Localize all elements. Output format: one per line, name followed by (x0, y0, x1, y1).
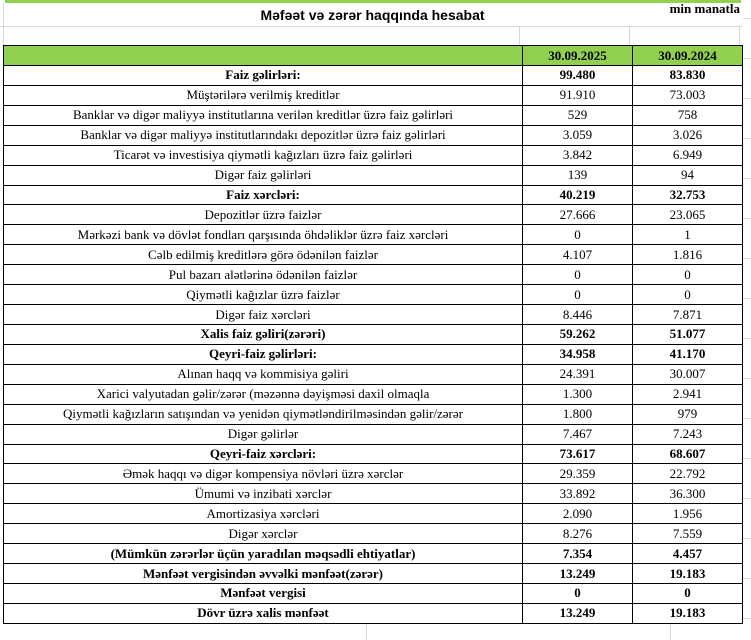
report-title: Məfəət və zərər haqqında hesabat (260, 7, 485, 23)
unit-note: min manatla (669, 1, 740, 16)
table-row (4, 225, 743, 245)
row-value-2025: 529 (523, 105, 633, 125)
row-value-2025: 59.262 (523, 324, 633, 344)
row-value-2024: 19.183 (633, 603, 743, 623)
row-value-2025: 0 (523, 583, 633, 603)
row-value-2024: 22.792 (633, 464, 743, 484)
row-label: Mənfəət vergisi (4, 583, 523, 603)
table-row (4, 165, 743, 185)
row-label: Faiz gəlirləri: (4, 66, 523, 86)
row-value-2024: 1.816 (633, 245, 743, 265)
row-value-2025: 13.249 (523, 564, 633, 584)
row-label: Əmək haqqı və digər kompensiya növləri üzrə xərclər (4, 464, 523, 484)
table-row (4, 524, 743, 544)
row-value-2024: 23.065 (633, 205, 743, 225)
row-label: Digər xərclər (4, 524, 523, 544)
header-col-2025: 30.09.2025 (523, 46, 633, 66)
row-value-2024: 94 (633, 165, 743, 185)
row-value-2025: 7.467 (523, 424, 633, 444)
row-label: Alınan haqq və kommisiya gəliri (4, 364, 523, 384)
row-value-2025: 0 (523, 225, 633, 245)
row-value-2024: 68.607 (633, 444, 743, 464)
row-label: Mənfəət vergisindən əvvəlki mənfəət(zərər) (4, 564, 523, 584)
gridline (670, 624, 671, 640)
row-label: Faiz xərcləri: (4, 185, 523, 205)
row-label: Ümumi və inzibati xərclər (4, 484, 523, 504)
row-value-2025: 24.391 (523, 364, 633, 384)
table-row (4, 583, 743, 603)
row-value-2024: 7.243 (633, 424, 743, 444)
unit-row (0, 26, 742, 45)
gridline (366, 624, 367, 640)
table-row (4, 603, 743, 623)
sheet-gridlines-right (743, 0, 751, 640)
row-value-2024: 1.956 (633, 504, 743, 524)
row-value-2025: 3.059 (523, 125, 633, 145)
row-value-2024: 36.300 (633, 484, 743, 504)
header-col-2024: 30.09.2024 (633, 46, 743, 66)
row-value-2025: 8.446 (523, 305, 633, 325)
row-value-2024: 1 (633, 225, 743, 245)
pnl-table (3, 45, 743, 624)
row-label: Depozitlər üzrə faizlər (4, 205, 523, 225)
gridline (519, 27, 520, 46)
row-value-2024: 83.830 (633, 66, 743, 86)
row-value-2024: 6.949 (633, 145, 743, 165)
table-row (4, 145, 743, 165)
row-label: Digər faiz gəlirləri (4, 165, 523, 185)
row-value-2024: 758 (633, 105, 743, 125)
row-value-2024: 0 (633, 583, 743, 603)
table-row (4, 364, 743, 384)
row-label: Digər gəlirlər (4, 424, 523, 444)
row-value-2025: 33.892 (523, 484, 633, 504)
row-label: Xarici valyutadan gəlir/zərər (məzənnə dəyişməsi daxil olmaqla (4, 384, 523, 404)
row-label: Qeyri-faiz gəlirləri: (4, 344, 523, 364)
row-value-2024: 32.753 (633, 185, 743, 205)
top-green-strip (5, 0, 741, 3)
row-value-2024: 4.457 (633, 544, 743, 564)
row-label: Dövr üzrə xalis mənfəət (4, 603, 523, 623)
row-value-2025: 2.090 (523, 504, 633, 524)
row-label: Cəlb edilmiş kreditlərə görə ödənilən faizlər (4, 245, 523, 265)
row-value-2024: 0 (633, 265, 743, 285)
row-value-2025: 40.219 (523, 185, 633, 205)
row-label: Xalis faiz gəliri(zərəri) (4, 324, 523, 344)
table-row (4, 205, 743, 225)
row-value-2024: 51.077 (633, 324, 743, 344)
row-label: Qiymətli kağızlar üzrə faizlər (4, 285, 523, 305)
table-row (4, 265, 743, 285)
row-value-2024: 30.007 (633, 364, 743, 384)
row-value-2025: 27.666 (523, 205, 633, 225)
table-row (4, 125, 743, 145)
row-value-2024: 3.026 (633, 125, 743, 145)
row-value-2025: 0 (523, 265, 633, 285)
row-value-2024: 19.183 (633, 564, 743, 584)
table-row (4, 464, 743, 484)
row-label: Banklar və digər maliyyə institutlarındakı depozitlər üzrə faiz gəlirləri (4, 125, 523, 145)
row-value-2025: 4.107 (523, 245, 633, 265)
table-row (4, 444, 743, 464)
table-row (4, 424, 743, 444)
table-row (4, 384, 743, 404)
row-value-2025: 13.249 (523, 603, 633, 623)
row-label: Ticarət və investisiya qiymətli kağızları üzrə faiz gəlirləri (4, 145, 523, 165)
table-row (4, 105, 743, 125)
row-value-2025: 91.910 (523, 85, 633, 105)
table-row (4, 544, 743, 564)
table-row (4, 344, 743, 364)
row-value-2025: 1.800 (523, 404, 633, 424)
row-label: Pul bazarı alətlərinə ödənilən faizlər (4, 265, 523, 285)
row-value-2025: 139 (523, 165, 633, 185)
table-row (4, 564, 743, 584)
table-row (4, 404, 743, 424)
gridline (739, 27, 740, 46)
header-empty-cell (4, 46, 523, 66)
row-value-2024: 979 (633, 404, 743, 424)
table-header-row (4, 46, 743, 66)
row-label: Müştərilərə verilmiş kreditlər (4, 85, 523, 105)
table-row (4, 484, 743, 504)
table-row (4, 66, 743, 86)
row-value-2024: 7.559 (633, 524, 743, 544)
row-value-2025: 99.480 (523, 66, 633, 86)
row-label: Amortizasiya xərcləri (4, 504, 523, 524)
row-value-2025: 34.958 (523, 344, 633, 364)
row-label: (Mümkün zərərlər üçün yaradılan məqsədli ehtiyatlar) (4, 544, 523, 564)
table-row (4, 305, 743, 325)
table-row (4, 185, 743, 205)
row-value-2024: 2.941 (633, 384, 743, 404)
row-value-2025: 0 (523, 285, 633, 305)
table-body (4, 66, 743, 624)
row-label: Banklar və digər maliyyə institutlarına verilən kreditlər üzrə faiz gəlirləri (4, 105, 523, 125)
row-label: Qeyri-faiz xərcləri: (4, 444, 523, 464)
row-label: Qiymətli kağızların satışından və yenidən qiymətləndirilməsindən gəlir/zərər (4, 404, 523, 424)
row-value-2025: 29.359 (523, 464, 633, 484)
table-row (4, 285, 743, 305)
table-row (4, 245, 743, 265)
row-value-2025: 73.617 (523, 444, 633, 464)
row-label: Mərkəzi bank və dövlət fondları qarşısında öhdəliklər üzrə faiz xərcləri (4, 225, 523, 245)
row-value-2025: 3.842 (523, 145, 633, 165)
table-row (4, 504, 743, 524)
row-value-2024: 7.871 (633, 305, 743, 325)
row-value-2024: 0 (633, 285, 743, 305)
row-value-2025: 8.276 (523, 524, 633, 544)
row-value-2024: 73.003 (633, 85, 743, 105)
table-row (4, 85, 743, 105)
row-label: Digər faiz xərcləri (4, 305, 523, 325)
row-value-2024: 41.170 (633, 344, 743, 364)
row-value-2025: 1.300 (523, 384, 633, 404)
table-row (4, 324, 743, 344)
gridline (629, 27, 630, 46)
row-value-2025: 7.354 (523, 544, 633, 564)
